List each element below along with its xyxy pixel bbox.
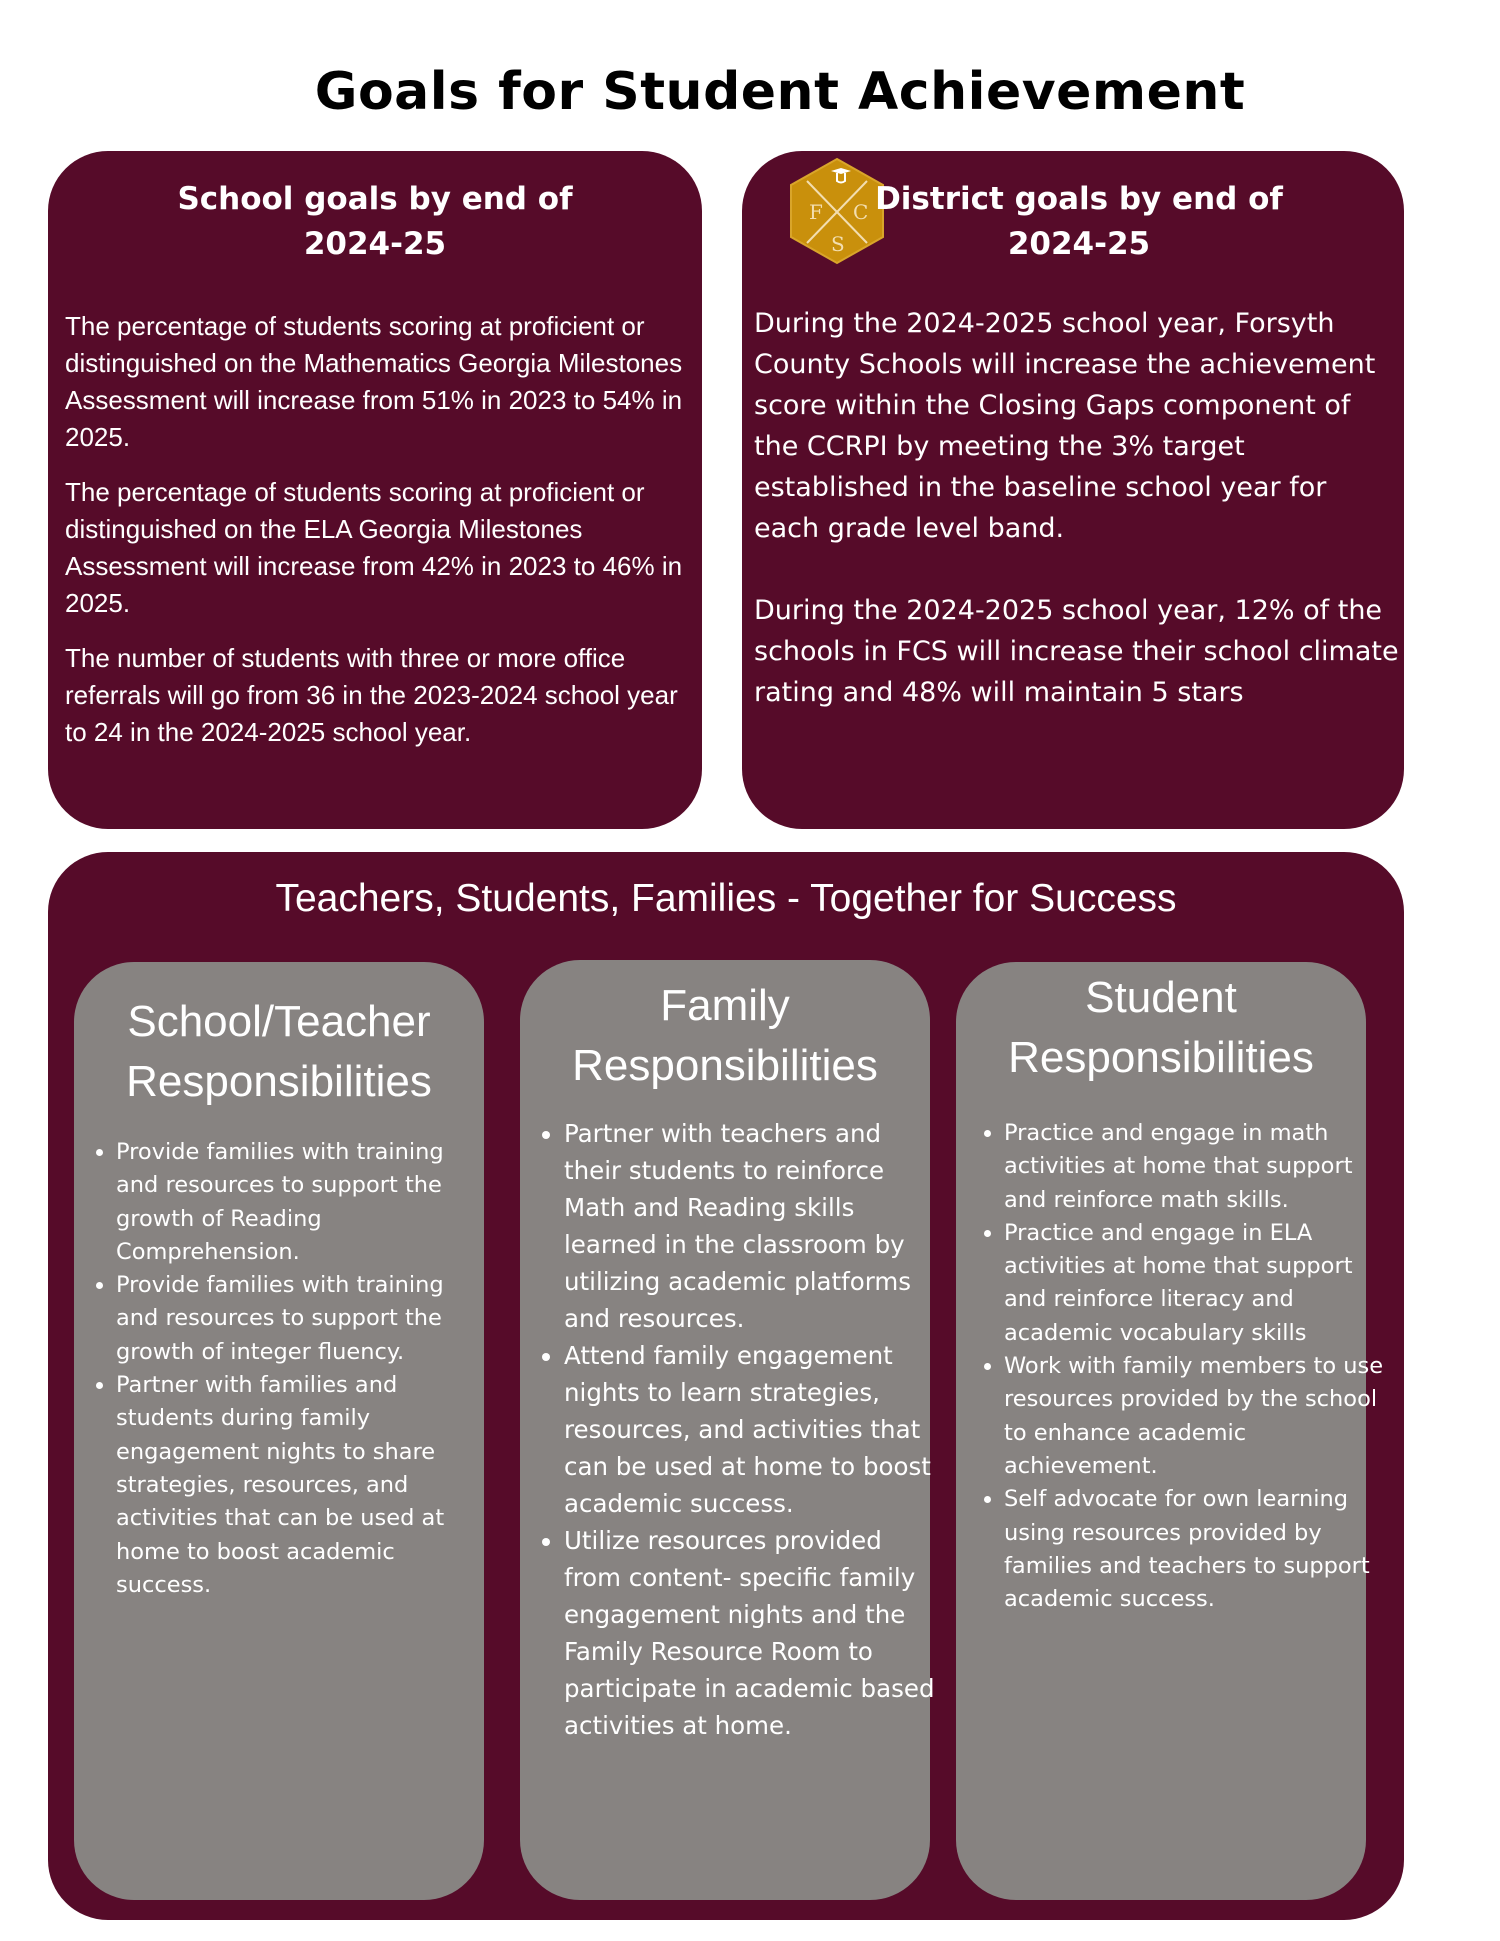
school-goals-heading-line1: School goals by end of <box>177 181 573 217</box>
logo-letter-f: F <box>809 200 823 224</box>
logo-letter-s: S <box>831 232 845 256</box>
school-goal-math: The percentage of students scoring at proficient or distinguished on the Mathematics Georgia Milestones Assessment will increase from 51% in 2023 to 54% in 2025. <box>65 311 683 452</box>
district-goal-climate: During the 2024-2025 school year, 12% of the schools in FCS will increase their school climate rating and 48% will maintain 5 stars <box>754 595 1399 708</box>
logo-letter-c: C <box>853 200 869 224</box>
family-responsibilities-list <box>522 1115 938 1744</box>
list-item: • Practice and engage in math activities at home that support and reinforce math skills. <box>1004 1117 1400 1217</box>
student-responsibilities-list <box>962 1117 1400 1616</box>
district-goals-heading-line1: District goals by end of <box>875 181 1283 217</box>
together-for-success-panel <box>48 852 1404 1920</box>
list-item: • Attend family engagement nights to learn strategies, resources, and activities that can be used at home to boost academic success. <box>564 1337 938 1522</box>
list-item: • Partner with teachers and their students to reinforce Math and Reading skills learned in the classroom by utilizing academic platforms and resources. <box>564 1115 938 1337</box>
school-goal-referrals: The number of students with three or more office referrals will go from 36 in the 2023-2024 school year to 24 in the 2024-2025 school year. <box>65 643 678 747</box>
list-item: • Partner with families and students during family engagement nights to share strategies, resources, and activities that can be used at home to boost academic success. <box>116 1369 486 1602</box>
school-teacher-responsibilities-card <box>74 962 484 1900</box>
list-item: • Practice and engage in ELA activities at home that support and reinforce literacy and academic vocabulary skills <box>1004 1217 1400 1350</box>
family-responsibilities-card <box>520 960 935 1900</box>
school-goals-heading-line2: 2024-25 <box>303 226 447 262</box>
district-goal-closing-gaps: During the 2024-2025 school year, Forsyth County Schools will increase the achievement score within the Closing Gaps component of the CCRPI by meeting the 3% target established in the baseline school year for each grade level band. <box>754 308 1376 544</box>
school-goals-heading <box>48 177 702 267</box>
district-goals-panel <box>742 151 1404 829</box>
together-title: Teachers, Students, Families - Together for Success <box>275 877 1177 920</box>
list-item: • Self advocate for own learning using resources provided by families and teachers to support academic success. <box>1004 1483 1400 1616</box>
school-teacher-responsibilities-list <box>74 1136 486 1602</box>
district-goals-list <box>754 303 1399 754</box>
page-title: Goals for Student Achievement <box>314 62 1246 122</box>
card-title-line1: Family <box>660 981 790 1030</box>
school-goal-ela: The percentage of students scoring at proficient or distinguished on the ELA Georgia Milestones Assessment will increase from 42% in 2023 to 46% in 2025. <box>65 477 683 618</box>
list-item: • Utilize resources provided from content- specific family engagement nights and the Family Resource Room to participate in academic based activities at home. <box>564 1522 938 1744</box>
list-item: • Provide families with training and resources to support the growth of Reading Comprehension. <box>116 1136 486 1269</box>
card-title-line1: Student <box>1085 973 1237 1022</box>
card-title-line2: Responsibilities <box>126 1057 432 1106</box>
list-item: • Work with family members to use resources provided by the school to enhance academic achievement. <box>1004 1350 1400 1483</box>
school-teacher-card-title <box>74 992 484 1112</box>
card-title-line2: Responsibilities <box>1008 1033 1314 1082</box>
district-goals-heading-line2: 2024-25 <box>1007 226 1151 262</box>
family-card-title <box>520 976 930 1096</box>
student-responsibilities-card <box>956 962 1384 1900</box>
school-goals-list <box>65 308 697 769</box>
card-title-line2: Responsibilities <box>572 1041 878 1090</box>
student-card-title <box>956 968 1366 1088</box>
list-item: • Provide families with training and resources to support the growth of integer fluency. <box>116 1269 486 1369</box>
school-goals-panel <box>48 151 702 829</box>
district-goals-heading <box>754 177 1404 267</box>
card-title-line1: School/Teacher <box>127 997 431 1046</box>
